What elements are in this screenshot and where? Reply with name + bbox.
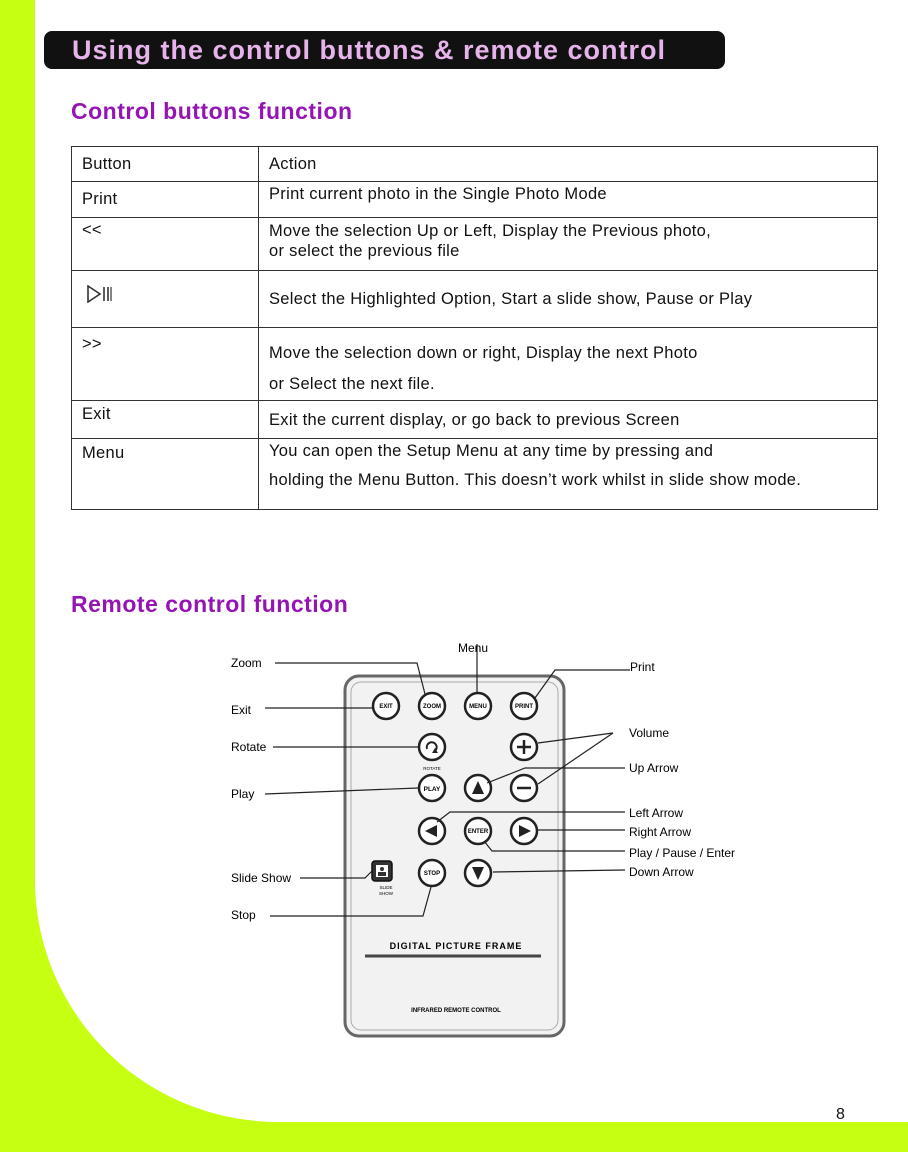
down-arrow-key[interactable]: [465, 860, 491, 886]
callout-exit: Exit: [231, 703, 252, 717]
volume-up-key[interactable]: [511, 734, 537, 760]
rotate-key[interactable]: [419, 734, 445, 760]
right-arrow-key[interactable]: [511, 818, 537, 844]
slide-show-key[interactable]: [372, 861, 392, 881]
action-cell: [259, 218, 878, 271]
exit-key[interactable]: [373, 693, 399, 719]
callout-menu: Menu: [458, 641, 489, 655]
table-header-row: [72, 147, 878, 182]
remote-body: [345, 676, 564, 1036]
zoom-key-label: ZOOM: [423, 704, 441, 710]
zoom-key[interactable]: [419, 693, 445, 719]
play-key-label: PLAY: [423, 786, 441, 793]
rotate-key-caption: ROTATE: [423, 766, 441, 771]
stop-key[interactable]: [419, 860, 445, 886]
button-cell: Exit: [72, 401, 259, 439]
button-cell: <<: [72, 218, 259, 271]
button-cell: Print: [72, 182, 259, 218]
action-line: Move the selection down or right, Display the next Photo: [269, 344, 698, 362]
action-cell: [259, 439, 878, 510]
callout-rotate: Rotate: [231, 740, 267, 754]
table-row: [72, 218, 878, 271]
play-pause-icon: [86, 285, 114, 303]
slide-key-caption: SLIDE: [379, 885, 393, 890]
callout-right-arrow: Right Arrow: [629, 825, 692, 839]
remote-control-diagram: [225, 636, 765, 1040]
action-cell: Exit the current display, or go back to previous Screen: [259, 401, 878, 439]
action-cell: [259, 328, 878, 401]
left-arrow-key[interactable]: [419, 818, 445, 844]
action-line: Move the selection Up or Left, Display the Previous photo,: [269, 222, 712, 240]
action-cell: Print current photo in the Single Photo Mode: [259, 182, 878, 218]
title-banner: [44, 31, 725, 69]
exit-key-label: EXIT: [379, 704, 393, 710]
action-cell: Select the Highlighted Option, Start a slide show, Pause or Play: [259, 271, 878, 328]
button-cell: Menu: [72, 439, 259, 510]
stop-key-label: STOP: [423, 871, 441, 877]
table-row: [72, 439, 878, 510]
table-row: [72, 401, 878, 439]
control-buttons-table: [71, 146, 878, 510]
callout-zoom: Zoom: [231, 656, 262, 670]
callout-play-pause-enter: Play / Pause / Enter: [629, 846, 736, 860]
table-row: [72, 328, 878, 401]
print-key-label: PRINT: [515, 704, 533, 710]
enter-key[interactable]: [465, 818, 491, 844]
callout-up-arrow: Up Arrow: [629, 761, 679, 775]
callout-play: Play: [231, 787, 255, 801]
callout-volume: Volume: [629, 726, 670, 740]
remote-brand-text: DIGITAL PICTURE FRAME: [389, 941, 523, 951]
menu-key[interactable]: [465, 693, 491, 719]
button-cell: >>: [72, 328, 259, 401]
callout-print: Print: [630, 660, 655, 674]
control-buttons-heading: Control buttons function: [71, 98, 353, 124]
column-header-action: Action: [259, 147, 878, 182]
callout-slide-show: Slide Show: [231, 871, 292, 885]
callout-down-arrow: Down Arrow: [629, 865, 694, 879]
callout-stop: Stop: [231, 908, 256, 922]
action-line: holding the Menu Button. This doesn’t work whilst in slide show mode.: [269, 471, 802, 489]
remote-control-heading: Remote control function: [71, 591, 349, 617]
print-key[interactable]: [511, 693, 537, 719]
page-title: Using the control buttons & remote control: [72, 35, 666, 65]
action-line: or select the previous file: [269, 242, 460, 260]
enter-key-label: ENTER: [467, 829, 489, 835]
action-line: or Select the next file.: [269, 375, 435, 393]
table-row: [72, 182, 878, 218]
page-number: 8: [836, 1106, 845, 1123]
column-header-button: Button: [72, 147, 259, 182]
show-key-caption: SHOW: [379, 891, 393, 896]
button-cell: [72, 271, 259, 328]
table-row: [72, 271, 878, 328]
remote-footer-text: INFRARED REMOTE CONTROL: [411, 1008, 501, 1014]
volume-down-key[interactable]: [511, 775, 537, 801]
play-key[interactable]: [419, 775, 445, 801]
callout-left-arrow: Left Arrow: [629, 806, 684, 820]
up-arrow-key[interactable]: [465, 775, 491, 801]
menu-key-label: MENU: [469, 704, 487, 710]
action-line: You can open the Setup Menu at any time by pressing and: [269, 442, 714, 460]
